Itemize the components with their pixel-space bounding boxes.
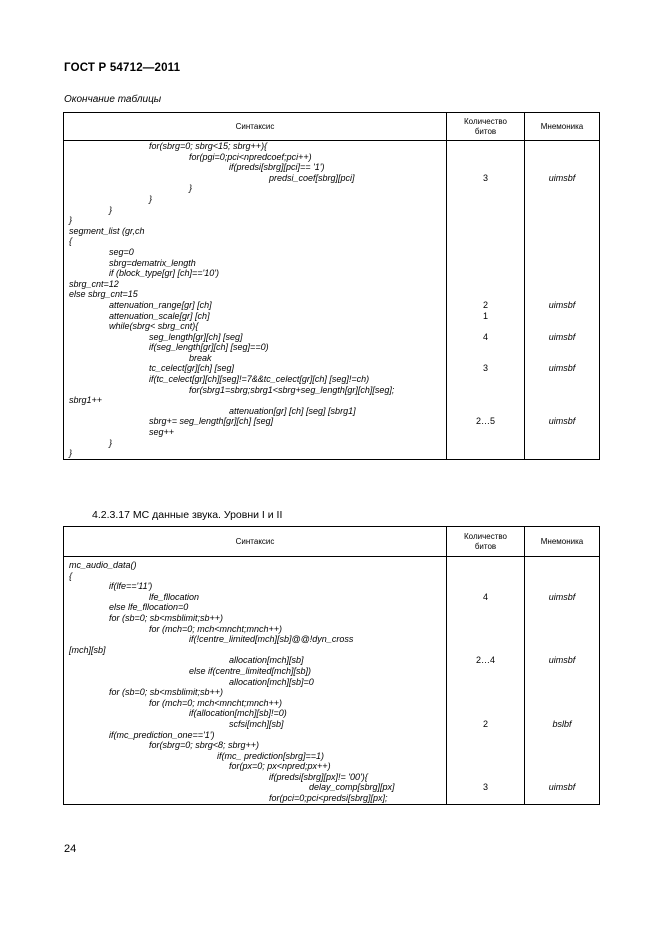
code-line bbox=[64, 772, 446, 783]
code-text: [mch][sb] bbox=[69, 644, 106, 655]
bits-line bbox=[447, 560, 524, 571]
column-header-syntax: Синтаксис bbox=[64, 527, 447, 557]
bits-line bbox=[447, 215, 524, 226]
column-header-bits: Количество битов bbox=[447, 113, 525, 141]
bits-line bbox=[447, 363, 524, 374]
mnemonic-line bbox=[525, 761, 599, 772]
code-text: if(predsi[sbrg][pci]== '1') bbox=[229, 162, 325, 173]
mnemonic-line bbox=[525, 385, 599, 396]
code-text: if(seg_length[gr][ch] [seg]==0) bbox=[149, 342, 269, 353]
bits-line bbox=[447, 602, 524, 613]
bits-line bbox=[447, 416, 524, 427]
code-text: seg_length[gr][ch] [seg] bbox=[149, 331, 243, 342]
mnemonic-line bbox=[525, 751, 599, 762]
bits-text: 3 bbox=[482, 782, 488, 793]
code-text: sbrg_cnt=12 bbox=[69, 278, 119, 289]
bits-line bbox=[447, 751, 524, 762]
bits-line bbox=[447, 592, 524, 603]
code-text: mc_audio_data() bbox=[69, 560, 137, 570]
code-line bbox=[64, 560, 446, 571]
bits-line bbox=[447, 448, 524, 459]
mnemonic-line bbox=[525, 162, 599, 173]
code-line bbox=[64, 226, 446, 237]
mnemonic-line bbox=[525, 311, 599, 322]
code-line bbox=[64, 311, 446, 322]
mnemonic-line bbox=[525, 215, 599, 226]
bits-line bbox=[447, 655, 524, 666]
code-text: while(sbrg< sbrg_cnt){ bbox=[109, 321, 199, 332]
code-text: attenuation_scale[gr] [ch] bbox=[109, 310, 210, 321]
mnemonic-line bbox=[525, 624, 599, 635]
code-line bbox=[64, 602, 446, 613]
code-text: else if(centre_limited[mch][sb]) bbox=[189, 665, 312, 676]
bits-line bbox=[447, 141, 524, 152]
bits-text: 2…4 bbox=[475, 655, 495, 666]
bits-line bbox=[447, 279, 524, 290]
code-text: predsi_coef[sbrg][pci] bbox=[269, 172, 355, 183]
column-header-syntax: Синтаксис bbox=[64, 113, 447, 141]
mnemonic-line bbox=[525, 592, 599, 603]
mnemonic-line bbox=[525, 634, 599, 645]
code-text: attenuation[gr] [ch] [seg] [sbrg1] bbox=[229, 405, 356, 416]
mnemonic-line bbox=[525, 416, 599, 427]
code-line bbox=[64, 173, 446, 184]
mnemonic-line bbox=[525, 205, 599, 216]
code-line bbox=[64, 793, 446, 804]
table-caption: Окончание таблицы bbox=[64, 94, 162, 105]
bits-line bbox=[447, 687, 524, 698]
column-header-mnemonic: Мнемоника bbox=[525, 113, 600, 141]
code-line bbox=[64, 624, 446, 635]
mnemonic-line bbox=[525, 427, 599, 438]
mnemonic-line bbox=[525, 698, 599, 709]
bits-line bbox=[447, 772, 524, 783]
code-text: seg++ bbox=[149, 427, 175, 438]
bits-line bbox=[447, 438, 524, 449]
code-line bbox=[64, 782, 446, 793]
mnemonic-line bbox=[525, 602, 599, 613]
bits-text: 2 bbox=[482, 718, 488, 729]
code-text: if(allocation[mch][sb]!=0) bbox=[189, 708, 287, 719]
bits-text: 4 bbox=[482, 591, 488, 602]
bits-line bbox=[447, 342, 524, 353]
mnemonic-text: uimsbf bbox=[548, 655, 576, 666]
bits-line bbox=[447, 406, 524, 417]
code-line bbox=[64, 655, 446, 666]
bits-line bbox=[447, 613, 524, 624]
bits-line bbox=[447, 782, 524, 793]
mnemonic-line bbox=[525, 141, 599, 152]
code-text: break bbox=[189, 352, 212, 363]
code-line bbox=[64, 416, 446, 427]
code-line bbox=[64, 751, 446, 762]
bits-line bbox=[447, 226, 524, 237]
code-line bbox=[64, 592, 446, 603]
code-text: if(mc_ prediction[sbrg]==1) bbox=[217, 750, 325, 761]
code-text: sbrg1++ bbox=[69, 395, 103, 406]
mnemonic-text: uimsbf bbox=[548, 591, 576, 602]
mnemonic-text: uimsbf bbox=[548, 782, 576, 793]
code-line bbox=[64, 342, 446, 353]
code-text: for (sb=0; sb<msblimit;sb++) bbox=[109, 687, 224, 698]
code-text: if (block_type[gr] [ch]=='10') bbox=[109, 268, 219, 279]
bits-line bbox=[447, 311, 524, 322]
bits-line bbox=[447, 205, 524, 216]
bits-line bbox=[447, 624, 524, 635]
code-text: sbrg=dematrix_length bbox=[109, 257, 196, 268]
mnemonic-line bbox=[525, 194, 599, 205]
bits-line bbox=[447, 268, 524, 279]
mnemonic-line bbox=[525, 406, 599, 417]
bits-line bbox=[447, 162, 524, 173]
mnemonic-text: bslbf bbox=[552, 718, 572, 729]
bits-line bbox=[447, 666, 524, 677]
code-text: } bbox=[109, 437, 113, 448]
bits-line bbox=[447, 353, 524, 364]
code-line bbox=[64, 634, 446, 645]
code-line bbox=[64, 258, 446, 269]
page-header: ГОСТ Р 54712—2011 bbox=[64, 62, 181, 74]
syntax-column bbox=[64, 141, 447, 460]
bits-text: 3 bbox=[482, 363, 488, 374]
code-line bbox=[64, 205, 446, 216]
mnemonic-line bbox=[525, 374, 599, 385]
section-heading: 4.2.3.17 МС данные звука. Уровни I и II bbox=[92, 509, 283, 521]
code-line bbox=[64, 406, 446, 417]
mnemonic-line bbox=[525, 321, 599, 332]
bits-line bbox=[447, 321, 524, 332]
bits-line bbox=[447, 698, 524, 709]
mnemonic-line bbox=[525, 677, 599, 688]
mnemonic-line bbox=[525, 772, 599, 783]
code-line bbox=[64, 268, 446, 279]
mnemonic-line bbox=[525, 258, 599, 269]
code-line bbox=[64, 374, 446, 385]
mnemonic-line bbox=[525, 363, 599, 374]
bits-line bbox=[447, 719, 524, 730]
code-text: seg=0 bbox=[109, 246, 134, 257]
code-line bbox=[64, 385, 446, 396]
code-text: else lfe_fllocation=0 bbox=[109, 602, 189, 613]
code-line bbox=[64, 719, 446, 730]
code-line bbox=[64, 708, 446, 719]
code-text: for (mch=0; mch<mncht;mnch++) bbox=[149, 623, 283, 634]
code-line bbox=[64, 162, 446, 173]
code-text: allocation[mch][sb]=0 bbox=[229, 676, 314, 687]
code-line bbox=[64, 194, 446, 205]
code-text: } bbox=[109, 204, 113, 215]
mnemonic-text: uimsbf bbox=[548, 299, 576, 310]
code-text: lfe_fllocation bbox=[149, 591, 200, 602]
mnemonic-line bbox=[525, 655, 599, 666]
syntax-column bbox=[64, 557, 447, 805]
code-line bbox=[64, 279, 446, 290]
mnemonic-line bbox=[525, 448, 599, 459]
mnemonic-line bbox=[525, 279, 599, 290]
mnemonic-line bbox=[525, 173, 599, 184]
mnemonic-line bbox=[525, 183, 599, 194]
bits-line bbox=[447, 793, 524, 804]
code-line bbox=[64, 395, 446, 406]
mnemonic-line bbox=[525, 268, 599, 279]
code-text: delay_comp[sbrg][px] bbox=[309, 782, 395, 793]
code-line bbox=[64, 247, 446, 258]
bits-line bbox=[447, 708, 524, 719]
code-line bbox=[64, 645, 446, 656]
code-text: if(lfe=='11') bbox=[109, 581, 153, 592]
code-line bbox=[64, 141, 446, 152]
code-text: } bbox=[189, 183, 193, 194]
mnemonic-line bbox=[525, 581, 599, 592]
bits-line bbox=[447, 645, 524, 656]
code-line bbox=[64, 613, 446, 624]
code-line bbox=[64, 321, 446, 332]
mnemonic-line bbox=[525, 226, 599, 237]
mnemonic-line bbox=[525, 740, 599, 751]
bits-line bbox=[447, 194, 524, 205]
mnemonic-line bbox=[525, 342, 599, 353]
bits-line bbox=[447, 258, 524, 269]
code-line bbox=[64, 698, 446, 709]
bits-text: 2 bbox=[482, 299, 488, 310]
page-number: 24 bbox=[64, 843, 77, 855]
code-line bbox=[64, 571, 446, 582]
code-text: { bbox=[69, 570, 73, 581]
bits-line bbox=[447, 236, 524, 247]
code-text: { bbox=[69, 236, 73, 247]
code-line bbox=[64, 761, 446, 772]
bits-line bbox=[447, 374, 524, 385]
code-text: if(tc_celect[gr][ch][seg]!=7&&tc_celect[gr][ch] [seg]!=ch) bbox=[149, 374, 370, 385]
mnemonic-line bbox=[525, 793, 599, 804]
bits-line bbox=[447, 183, 524, 194]
mnemonic-line bbox=[525, 782, 599, 793]
code-text: for(pgi=0;pci<npredcoef;pci++) bbox=[189, 151, 312, 162]
code-line bbox=[64, 438, 446, 449]
code-text: for(sbrg1=sbrg;sbrg1<sbrg+seg_length[gr][ch][seg]; bbox=[189, 384, 395, 395]
mnemonic-line bbox=[525, 571, 599, 582]
bits-text: 4 bbox=[482, 331, 488, 342]
mnemonic-line bbox=[525, 236, 599, 247]
code-text: scfsi[mch][sb] bbox=[229, 718, 284, 729]
code-text: for (mch=0; mch<mncht;mnch++) bbox=[149, 697, 283, 708]
code-text: tc_celect[gr][ch] [seg] bbox=[149, 363, 235, 374]
code-line bbox=[64, 215, 446, 226]
code-line bbox=[64, 730, 446, 741]
bits-text: 1 bbox=[482, 310, 488, 321]
mnemonic-line bbox=[525, 247, 599, 258]
mnemonic-line bbox=[525, 395, 599, 406]
code-line bbox=[64, 448, 446, 459]
mnemonic-column bbox=[525, 141, 600, 460]
syntax-table-2 bbox=[63, 526, 600, 805]
bits-line bbox=[447, 581, 524, 592]
bits-text: 3 bbox=[482, 172, 488, 183]
code-text: } bbox=[69, 448, 73, 459]
code-line bbox=[64, 427, 446, 438]
bits-line bbox=[447, 571, 524, 582]
code-line bbox=[64, 581, 446, 592]
bits-line bbox=[447, 173, 524, 184]
bits-line bbox=[447, 634, 524, 645]
code-line bbox=[64, 363, 446, 374]
bits-line bbox=[447, 385, 524, 396]
code-line bbox=[64, 236, 446, 247]
code-line bbox=[64, 677, 446, 688]
code-text: segment_list (gr,ch bbox=[69, 225, 145, 236]
code-text: for(px=0; px<npred;px++) bbox=[229, 761, 331, 772]
bits-line bbox=[447, 761, 524, 772]
code-line bbox=[64, 353, 446, 364]
code-text: allocation[mch][sb] bbox=[229, 655, 304, 666]
mnemonic-line bbox=[525, 708, 599, 719]
bits-line bbox=[447, 247, 524, 258]
bits-line bbox=[447, 395, 524, 406]
mnemonic-line bbox=[525, 289, 599, 300]
code-text: for(pci=0;pci<predsi[sbrg][px]; bbox=[269, 793, 388, 804]
code-text: sbrg+= seg_length[gr][ch] [seg] bbox=[149, 416, 274, 427]
mnemonic-line bbox=[525, 666, 599, 677]
mnemonic-column bbox=[525, 557, 600, 805]
mnemonic-line bbox=[525, 332, 599, 343]
code-line bbox=[64, 152, 446, 163]
code-text: } bbox=[149, 193, 153, 204]
bits-column bbox=[447, 557, 525, 805]
mnemonic-line bbox=[525, 300, 599, 311]
bits-line bbox=[447, 677, 524, 688]
bits-line bbox=[447, 332, 524, 343]
mnemonic-line bbox=[525, 719, 599, 730]
code-line bbox=[64, 687, 446, 698]
bits-line bbox=[447, 740, 524, 751]
bits-line bbox=[447, 730, 524, 741]
code-text: if(predsi[sbrg][px]!= '00'){ bbox=[269, 771, 368, 782]
syntax-table-1 bbox=[63, 112, 600, 460]
code-text: for (sb=0; sb<msblimit;sb++) bbox=[109, 612, 224, 623]
code-line bbox=[64, 289, 446, 300]
column-header-mnemonic: Мнемоника bbox=[525, 527, 600, 557]
code-text: attenuation_range[gr] [ch] bbox=[109, 299, 212, 310]
bits-line bbox=[447, 289, 524, 300]
mnemonic-line bbox=[525, 560, 599, 571]
code-text: else sbrg_cnt=15 bbox=[69, 289, 138, 300]
bits-text: 2…5 bbox=[475, 416, 495, 427]
mnemonic-line bbox=[525, 152, 599, 163]
code-line bbox=[64, 332, 446, 343]
bits-column bbox=[447, 141, 525, 460]
mnemonic-line bbox=[525, 645, 599, 656]
mnemonic-line bbox=[525, 353, 599, 364]
mnemonic-text: uimsbf bbox=[548, 416, 576, 427]
bits-line bbox=[447, 300, 524, 311]
code-text: } bbox=[69, 215, 73, 226]
mnemonic-text: uimsbf bbox=[548, 172, 576, 183]
code-line bbox=[64, 740, 446, 751]
mnemonic-line bbox=[525, 730, 599, 741]
code-line bbox=[64, 183, 446, 194]
code-line bbox=[64, 666, 446, 677]
code-text: for(sbrg=0; sbrg<8; sbrg++) bbox=[149, 740, 260, 751]
code-text: for(sbrg=0; sbrg<15; sbrg++){ bbox=[149, 141, 268, 151]
bits-line bbox=[447, 427, 524, 438]
code-text: if(mc_prediction_one=='1') bbox=[109, 729, 215, 740]
mnemonic-text: uimsbf bbox=[548, 331, 576, 342]
mnemonic-line bbox=[525, 613, 599, 624]
bits-line bbox=[447, 152, 524, 163]
code-line bbox=[64, 300, 446, 311]
code-text: if(!centre_limited[mch][sb]@@!dyn_cross bbox=[189, 634, 354, 645]
mnemonic-line bbox=[525, 687, 599, 698]
column-header-bits: Количество битов bbox=[447, 527, 525, 557]
mnemonic-text: uimsbf bbox=[548, 363, 576, 374]
mnemonic-line bbox=[525, 438, 599, 449]
